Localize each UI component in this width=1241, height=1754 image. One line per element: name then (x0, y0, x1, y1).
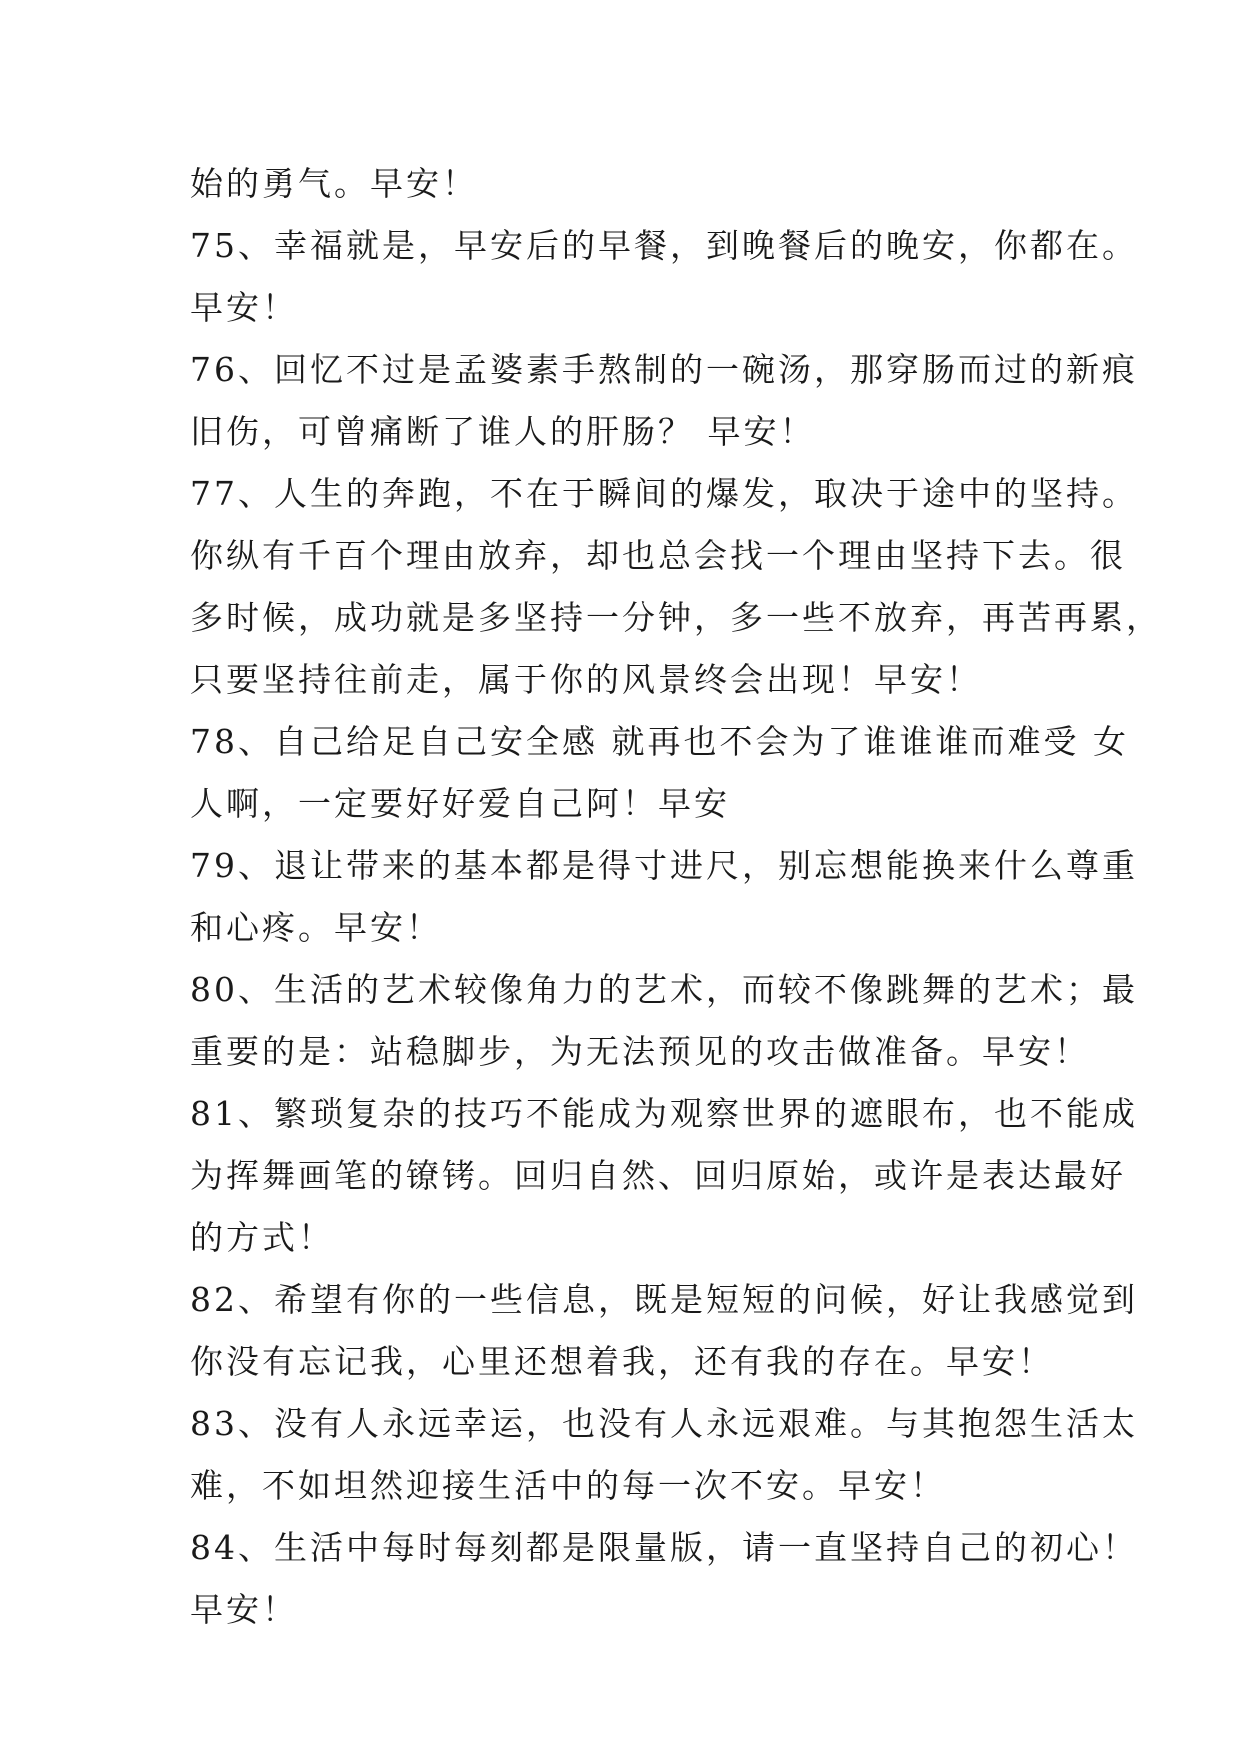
text-line: 你没有忘记我，心里还想着我，还有我的存在。早安！ (190, 1342, 1054, 1381)
text-line: 81、繁琐复杂的技巧不能成为观察世界的遮眼布，也不能成 (190, 1094, 1138, 1133)
text-line: 重要的是：站稳脚步，为无法预见的攻击做准备。早安！ (190, 1032, 1090, 1071)
text-line: 78、自己给足自己安全感 就再也不会为了谁谁谁而难受 女 (190, 722, 1129, 761)
document-body-text (190, 153, 1162, 1641)
text-line: 只要坚持往前走，属于你的风景终会出现！早安！ (190, 660, 982, 699)
text-line: 早安！ (190, 1590, 298, 1629)
text-line: 76、回忆不过是孟婆素手熬制的一碗汤，那穿肠而过的新痕 (190, 350, 1138, 389)
text-line: 早安！ (190, 288, 298, 327)
text-line: 77、人生的奔跑，不在于瞬间的爆发，取决于途中的坚持。 (190, 474, 1138, 513)
text-line: 你纵有千百个理由放弃，却也总会找一个理由坚持下去。很 (190, 536, 1126, 575)
text-line: 旧伤，可曾痛断了谁人的肝肠？ 早安！ (190, 412, 816, 451)
text-line: 82、希望有你的一些信息，既是短短的问候，好让我感觉到 (190, 1280, 1138, 1319)
text-line: 84、生活中每时每刻都是限量版，请一直坚持自己的初心！ (190, 1528, 1138, 1567)
text-line: 人啊，一定要好好爱自己阿！早安 (190, 784, 730, 823)
text-line: 为挥舞画笔的镣铐。回归自然、回归原始，或许是表达最好 (190, 1156, 1126, 1195)
text-line: 始的勇气。早安！ (190, 164, 478, 203)
text-line: 多时候，成功就是多坚持一分钟，多一些不放弃，再苦再累， (190, 598, 1162, 637)
text-line: 83、没有人永远幸运，也没有人永远艰难。与其抱怨生活太 (190, 1404, 1138, 1443)
text-line: 难，不如坦然迎接生活中的每一次不安。早安！ (190, 1466, 946, 1505)
text-line: 的方式！ (190, 1218, 334, 1257)
text-line: 79、退让带来的基本都是得寸进尺，别忘想能换来什么尊重 (190, 846, 1138, 885)
text-line: 和心疼。早安！ (190, 908, 442, 947)
text-line: 80、生活的艺术较像角力的艺术，而较不像跳舞的艺术；最 (190, 970, 1138, 1009)
text-line: 75、幸福就是，早安后的早餐，到晚餐后的晚安，你都在。 (190, 226, 1138, 265)
